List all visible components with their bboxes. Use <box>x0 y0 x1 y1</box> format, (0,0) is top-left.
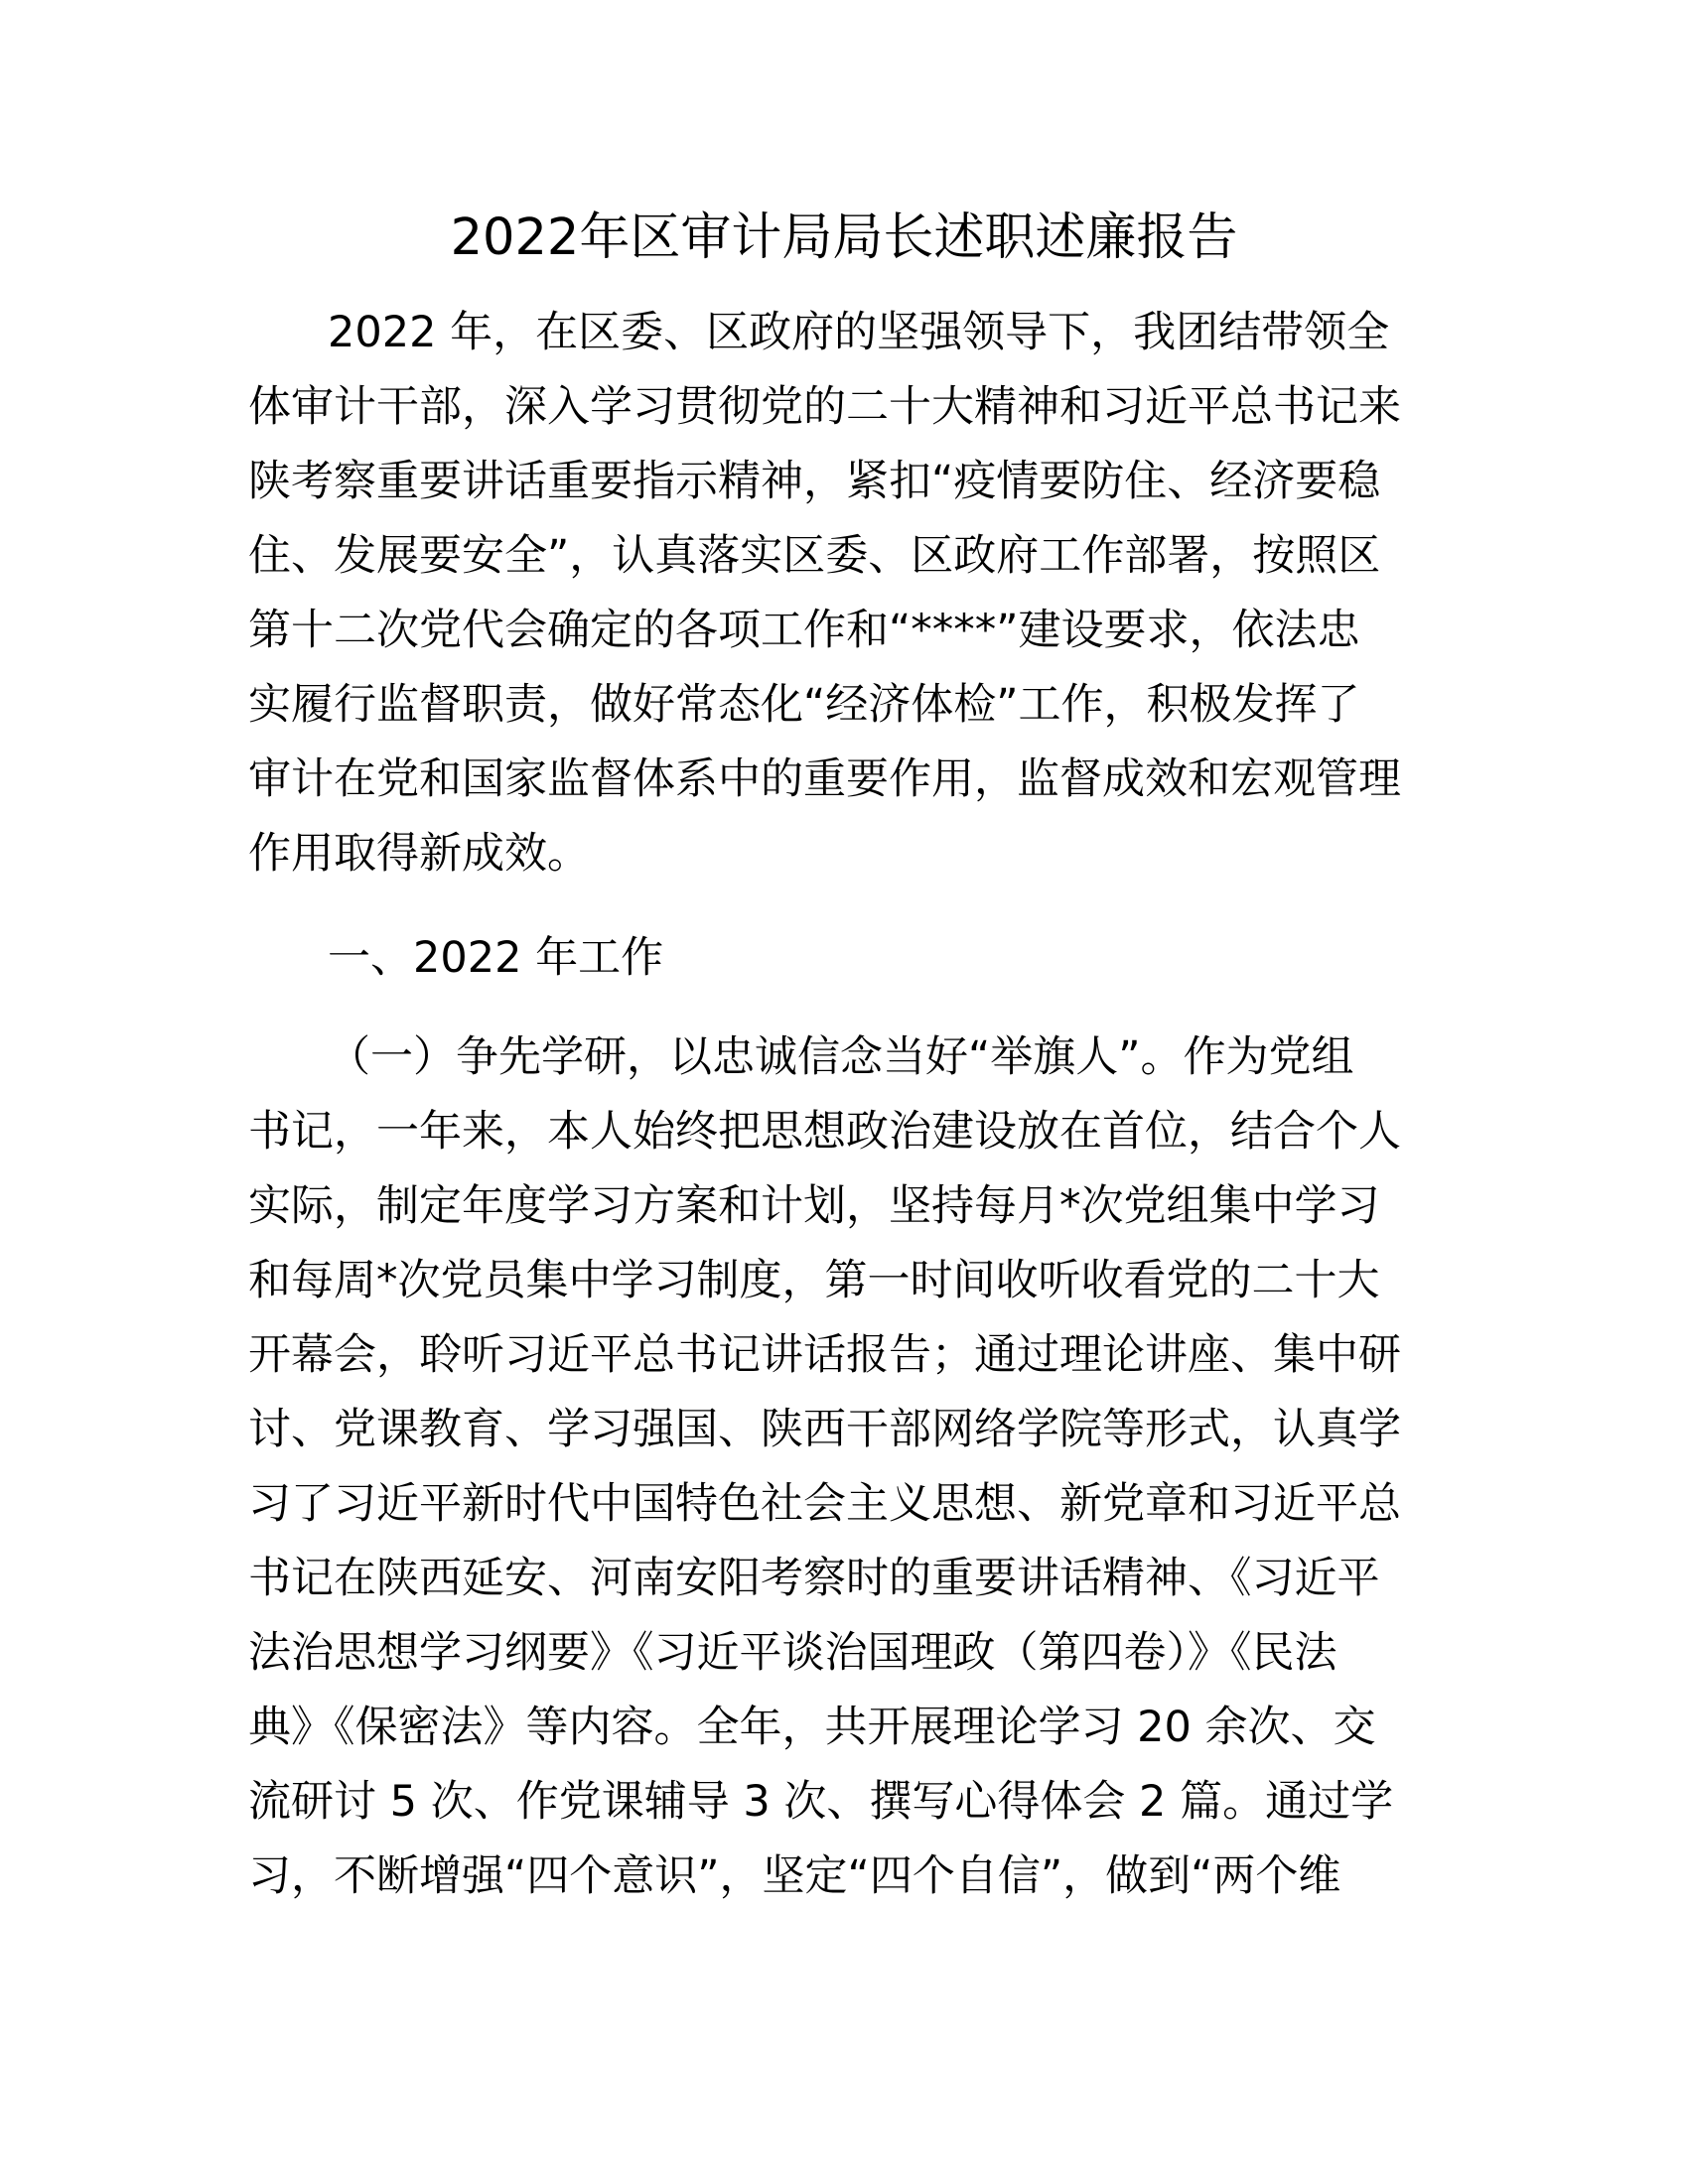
intro-line: 第十二次党代会确定的各项工作和“****”建设要求，依法忠 <box>248 606 1360 655</box>
intro-line: 审计在党和国家监督体系中的重要作用，监督成效和宏观管理 <box>248 754 1401 804</box>
intro-line: 住、发展要安全”，认真落实区委、区政府工作部署，按照区 <box>248 531 1381 581</box>
subsection-line: 流研讨 5 次、作党课辅导 3 次、撰写心得体会 2 篇。通过学 <box>248 1777 1394 1827</box>
intro-line: 2022 年，在区委、区政府的坚强领导下，我团结带领全 <box>328 308 1390 357</box>
intro-line: 体审计干部，深入学习贯彻党的二十大精神和习近平总书记来 <box>248 382 1401 432</box>
subsection-line: 典》《保密法》等内容。全年，共开展理论学习 20 余次、交 <box>248 1703 1376 1752</box>
intro-line: 实履行监督职责，做好常态化“经济体检”工作，积极发挥了 <box>248 680 1360 730</box>
subsection-line: 书记，一年来，本人始终把思想政治建设放在首位，结合个人 <box>248 1107 1401 1157</box>
document-title: 2022年区审计局局长述职述廉报告 <box>450 208 1238 267</box>
subsection-line: 实际，制定年度学习方案和计划，坚持每月*次党组集中学习 <box>248 1181 1380 1231</box>
subsection-line: 讨、党课教育、学习强国、陕西干部网络学院等形式，认真学 <box>248 1405 1401 1454</box>
subsection-line: 开幕会，聆听习近平总书记讲话报告；通过理论讲座、集中研 <box>248 1330 1401 1380</box>
intro-line: 陕考察重要讲话重要指示精神，紧扣“疫情要防住、经济要稳 <box>248 457 1381 506</box>
subsection-line: 习了习近平新时代中国特色社会主义思想、新党章和习近平总 <box>248 1479 1401 1529</box>
section-heading: 一、2022 年工作 <box>328 933 664 983</box>
subsection-line: 和每周*次党员集中学习制度，第一时间收听收看党的二十大 <box>248 1256 1380 1305</box>
subsection-line: （一）争先学研，以忠诚信念当好“举旗人”。作为党组 <box>328 1032 1354 1082</box>
intro-line: 作用取得新成效。 <box>248 829 590 879</box>
subsection-line: 习，不断增强“四个意识”，坚定“四个自信”，做到“两个维 <box>248 1851 1341 1901</box>
subsection-line: 法治思想学习纲要》《习近平谈治国理政（第四卷）》《民法 <box>248 1628 1337 1678</box>
subsection-line: 书记在陕西延安、河南安阳考察时的重要讲话精神、《习近平 <box>248 1554 1380 1603</box>
